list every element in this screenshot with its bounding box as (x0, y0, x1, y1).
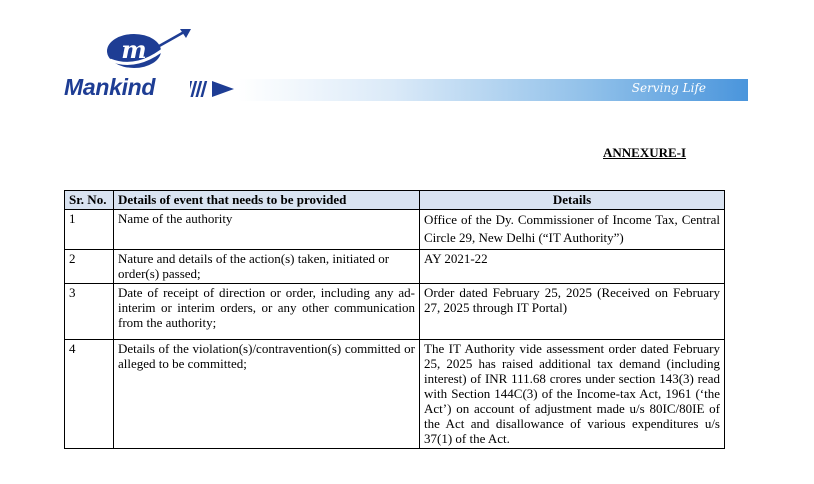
col-header-event-details: Details of event that needs to be provided (114, 191, 420, 210)
event-cell: Nature and details of the action(s) taken, initiated or order(s) passed; (114, 250, 420, 284)
details-cell: AY 2021-22 (420, 250, 725, 284)
brand-tagline: Serving Life (631, 81, 706, 95)
event-cell: Details of the violation(s)/contravention(s) committed or alleged to be committed; (114, 340, 420, 449)
details-cell: The IT Authority vide assessment order dated February 25, 2025 has raised additional tax demand (including interest) of INR 111.68 crores under section 143(3) read with Section 144C(3) of the Income-tax Act, 1961 (‘the Act’) on account of adjustment made u/s 80IC/80IE of the Act and disallowance of various expenditures u/s 37(1) of the Act. (420, 340, 725, 449)
svg-text:m: m (121, 35, 147, 64)
event-cell: Name of the authority (114, 210, 420, 250)
details-cell: Order dated February 25, 2025 (Received on February 27, 2025 through IT Portal) (420, 284, 725, 340)
event-cell: Date of receipt of direction or order, including any ad-interim or interim orders, or any other communication from the authority; (114, 284, 420, 340)
table-header-row (65, 191, 725, 210)
event-details-table (64, 190, 725, 449)
brand-name: Mankind (64, 74, 156, 100)
sr-no-cell: 1 (65, 210, 114, 250)
details-cell: Office of the Dy. Commissioner of Income Tax, Central Circle 29, New Delhi (“IT Authority”) (420, 210, 725, 250)
table-row (65, 340, 725, 449)
col-header-details: Details (420, 191, 725, 210)
annexure-title: ANNEXURE-I (603, 145, 687, 160)
table-row (65, 210, 725, 250)
sr-no-cell: 4 (65, 340, 114, 449)
mankind-logo-icon (100, 28, 196, 78)
sr-no-cell: 2 (65, 250, 114, 284)
table-row (65, 284, 725, 340)
col-header-sr-no: Sr. No. (65, 191, 114, 210)
sr-no-cell: 3 (65, 284, 114, 340)
brand-arrow-icon (190, 80, 236, 98)
table-row (65, 250, 725, 284)
